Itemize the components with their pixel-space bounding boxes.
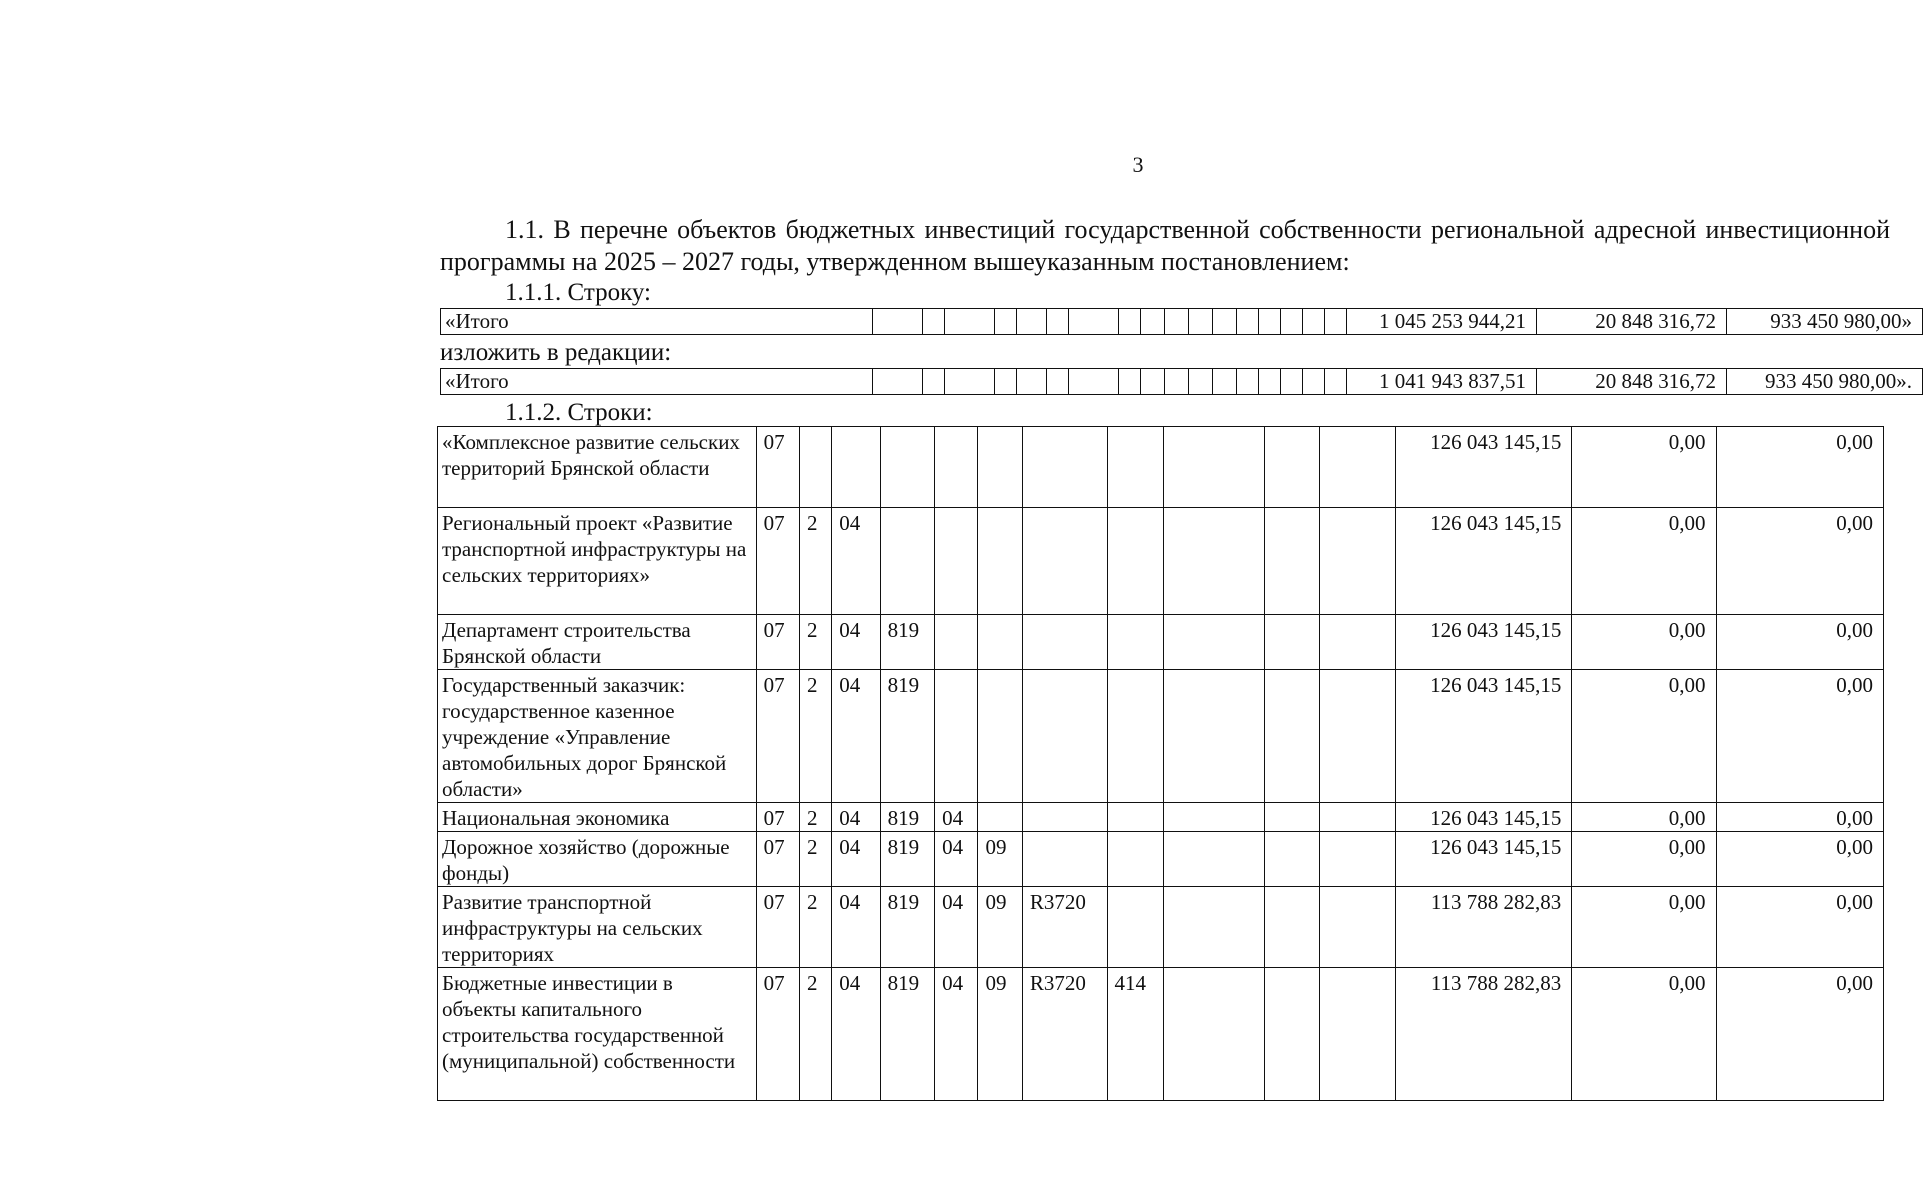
code-cell <box>1325 369 1347 395</box>
code-cell <box>935 508 978 615</box>
total-value-2025-new: 1 041 943 837,51 <box>1347 369 1537 395</box>
code-cell: 04 <box>935 803 978 832</box>
code-cell <box>1107 670 1163 803</box>
code-cell <box>873 309 923 335</box>
code-cell <box>1047 309 1069 335</box>
row-name: Развитие транспортной инфраструктуры на сельских территориях <box>438 887 757 968</box>
code-cell <box>1189 309 1213 335</box>
empty-cell <box>1163 508 1264 615</box>
code-cell <box>1165 369 1189 395</box>
code-cell <box>1325 309 1347 335</box>
value-2025: 113 788 282,83 <box>1395 968 1571 1101</box>
total-label-old: «Итого <box>441 309 873 335</box>
code-cell: 04 <box>832 803 880 832</box>
total-row-table-new <box>440 368 1923 395</box>
code-cell: 04 <box>832 615 880 670</box>
empty-cell <box>1264 968 1319 1101</box>
code-cell <box>978 670 1022 803</box>
value-2025: 126 043 145,15 <box>1395 615 1571 670</box>
code-cell <box>978 803 1022 832</box>
value-2026: 0,00 <box>1572 887 1716 968</box>
code-cell <box>1107 832 1163 887</box>
code-cell: 414 <box>1107 968 1163 1101</box>
code-cell <box>995 309 1017 335</box>
code-cell <box>1022 508 1107 615</box>
total-value-2026-old: 20 848 316,72 <box>1537 309 1727 335</box>
total-label-new: «Итого <box>441 369 873 395</box>
code-cell: 04 <box>935 832 978 887</box>
code-cell <box>1237 309 1259 335</box>
empty-cell <box>1163 803 1264 832</box>
code-cell <box>1047 369 1069 395</box>
code-cell: 07 <box>756 887 799 968</box>
code-cell <box>832 427 880 508</box>
code-cell <box>1259 309 1281 335</box>
code-cell: 04 <box>935 887 978 968</box>
table-row <box>438 427 1884 508</box>
code-cell <box>1107 508 1163 615</box>
table-row <box>438 887 1884 968</box>
row-name: Департамент строительства Брянской области <box>438 615 757 670</box>
code-cell: 819 <box>880 887 934 968</box>
table-row <box>438 832 1884 887</box>
code-cell: 2 <box>800 670 832 803</box>
row-name: Региональный проект «Развитие транспортной инфраструктуры на сельских территориях» <box>438 508 757 615</box>
code-cell <box>1107 427 1163 508</box>
value-2026: 0,00 <box>1572 803 1716 832</box>
code-cell: 07 <box>756 968 799 1101</box>
code-cell: 09 <box>978 887 1022 968</box>
empty-cell <box>1264 427 1319 508</box>
code-cell <box>1303 369 1325 395</box>
value-2026: 0,00 <box>1572 670 1716 803</box>
code-cell <box>880 508 934 615</box>
row-name: Государственный заказчик: государственное казенное учреждение «Управление автомобильных дорог Брянской области» <box>438 670 757 803</box>
empty-cell <box>1264 508 1319 615</box>
row-name: Национальная экономика <box>438 803 757 832</box>
code-cell <box>1119 309 1141 335</box>
value-2027: 0,00 <box>1716 615 1884 670</box>
value-2025: 126 043 145,15 <box>1395 803 1571 832</box>
empty-cell <box>1163 832 1264 887</box>
value-2027: 0,00 <box>1716 887 1884 968</box>
value-2026: 0,00 <box>1572 615 1716 670</box>
code-cell: 04 <box>935 968 978 1101</box>
table-row <box>438 670 1884 803</box>
code-cell: 09 <box>978 968 1022 1101</box>
total-row-new <box>441 369 1923 395</box>
code-cell: 07 <box>756 832 799 887</box>
code-cell: 2 <box>800 803 832 832</box>
empty-cell <box>1320 427 1396 508</box>
row-name: Бюджетные инвестиции в объекты капитального строительства государственной (муниципальной) собственности <box>438 968 757 1101</box>
code-cell <box>1281 369 1303 395</box>
code-cell: 04 <box>832 887 880 968</box>
code-cell <box>1165 309 1189 335</box>
code-cell: 07 <box>756 615 799 670</box>
value-2027: 0,00 <box>1716 832 1884 887</box>
code-cell <box>1119 369 1141 395</box>
empty-cell <box>1264 615 1319 670</box>
empty-cell <box>1320 803 1396 832</box>
code-cell <box>945 369 995 395</box>
intro-paragraph-block <box>440 214 1890 278</box>
code-cell <box>1022 670 1107 803</box>
total-value-2027-new: 933 450 980,00». <box>1727 369 1923 395</box>
code-cell <box>935 427 978 508</box>
code-cell <box>1107 887 1163 968</box>
code-cell <box>1259 369 1281 395</box>
code-cell <box>1141 369 1165 395</box>
code-cell: 04 <box>832 670 880 803</box>
code-cell: 2 <box>800 968 832 1101</box>
code-cell: 819 <box>880 832 934 887</box>
program-rows-table <box>437 426 1884 1101</box>
value-2027: 0,00 <box>1716 670 1884 803</box>
code-cell <box>1022 615 1107 670</box>
code-cell <box>1069 309 1119 335</box>
code-cell <box>1017 369 1047 395</box>
empty-cell <box>1163 670 1264 803</box>
code-cell: 07 <box>756 508 799 615</box>
value-2026: 0,00 <box>1572 508 1716 615</box>
code-cell <box>923 309 945 335</box>
value-2027: 0,00 <box>1716 427 1884 508</box>
code-cell: 819 <box>880 968 934 1101</box>
value-2026: 0,00 <box>1572 968 1716 1101</box>
code-cell: 04 <box>832 508 880 615</box>
code-cell <box>978 427 1022 508</box>
empty-cell <box>1320 615 1396 670</box>
empty-cell <box>1320 508 1396 615</box>
value-2025: 126 043 145,15 <box>1395 832 1571 887</box>
table-row <box>438 508 1884 615</box>
code-cell <box>1107 803 1163 832</box>
value-2026: 0,00 <box>1572 832 1716 887</box>
code-cell <box>1189 369 1213 395</box>
empty-cell <box>1264 670 1319 803</box>
value-2027: 0,00 <box>1716 803 1884 832</box>
value-2026: 0,00 <box>1572 427 1716 508</box>
code-cell: R3720 <box>1022 968 1107 1101</box>
code-cell: 819 <box>880 670 934 803</box>
code-cell <box>935 670 978 803</box>
code-cell <box>1303 309 1325 335</box>
empty-cell <box>1163 887 1264 968</box>
value-2025: 126 043 145,15 <box>1395 508 1571 615</box>
empty-cell <box>1264 803 1319 832</box>
code-cell <box>1213 369 1237 395</box>
empty-cell <box>1320 968 1396 1101</box>
code-cell <box>1022 803 1107 832</box>
code-cell <box>1141 309 1165 335</box>
table-row <box>438 615 1884 670</box>
empty-cell <box>1320 887 1396 968</box>
code-cell <box>1069 369 1119 395</box>
table-row <box>438 803 1884 832</box>
code-cell <box>800 427 832 508</box>
code-cell: 819 <box>880 615 934 670</box>
empty-cell <box>1264 832 1319 887</box>
code-cell <box>1281 309 1303 335</box>
total-value-2026-new: 20 848 316,72 <box>1537 369 1727 395</box>
code-cell <box>923 369 945 395</box>
code-cell: 2 <box>800 832 832 887</box>
empty-cell <box>1163 427 1264 508</box>
code-cell <box>978 508 1022 615</box>
code-cell: 07 <box>756 803 799 832</box>
edit-label: изложить в редакции: <box>440 339 672 366</box>
empty-cell <box>1163 615 1264 670</box>
value-2025: 113 788 282,83 <box>1395 887 1571 968</box>
total-row-old <box>441 309 1923 335</box>
code-cell <box>1107 615 1163 670</box>
row-name: «Комплексное развитие сельских территорий Брянской области <box>438 427 757 508</box>
code-cell <box>945 309 995 335</box>
row-name: Дорожное хозяйство (дорожные фонды) <box>438 832 757 887</box>
code-cell: 2 <box>800 508 832 615</box>
value-2025: 126 043 145,15 <box>1395 427 1571 508</box>
code-cell: R3720 <box>1022 887 1107 968</box>
code-cell: 09 <box>978 832 1022 887</box>
code-cell: 04 <box>832 832 880 887</box>
empty-cell <box>1264 887 1319 968</box>
code-cell: 2 <box>800 615 832 670</box>
code-cell: 07 <box>756 670 799 803</box>
intro-paragraph: 1.1. В перечне объектов бюджетных инвестиций государственной собственности региональной адресной инвестиционной программы на 2025 – 2027 годы, утвержденном вышеуказанным постановлением: <box>440 215 1890 276</box>
page-number: 3 <box>1132 152 1144 177</box>
value-2027: 0,00 <box>1716 968 1884 1101</box>
code-cell: 819 <box>880 803 934 832</box>
empty-cell <box>1320 832 1396 887</box>
code-cell <box>1213 309 1237 335</box>
code-cell: 07 <box>756 427 799 508</box>
item-label-1-1-2: 1.1.2. Строки: <box>505 399 653 426</box>
code-cell: 04 <box>832 968 880 1101</box>
item-label-1-1-1: 1.1.1. Строку: <box>505 279 651 306</box>
code-cell <box>873 369 923 395</box>
code-cell <box>935 615 978 670</box>
code-cell <box>1022 427 1107 508</box>
empty-cell <box>1163 968 1264 1101</box>
code-cell <box>995 369 1017 395</box>
code-cell: 2 <box>800 887 832 968</box>
code-cell <box>1022 832 1107 887</box>
code-cell <box>1237 369 1259 395</box>
value-2027: 0,00 <box>1716 508 1884 615</box>
total-row-table-old <box>440 308 1923 335</box>
total-value-2025-old: 1 045 253 944,21 <box>1347 309 1537 335</box>
empty-cell <box>1320 670 1396 803</box>
code-cell <box>978 615 1022 670</box>
table-row <box>438 968 1884 1101</box>
code-cell <box>880 427 934 508</box>
value-2025: 126 043 145,15 <box>1395 670 1571 803</box>
total-value-2027-old: 933 450 980,00» <box>1727 309 1923 335</box>
code-cell <box>1017 309 1047 335</box>
